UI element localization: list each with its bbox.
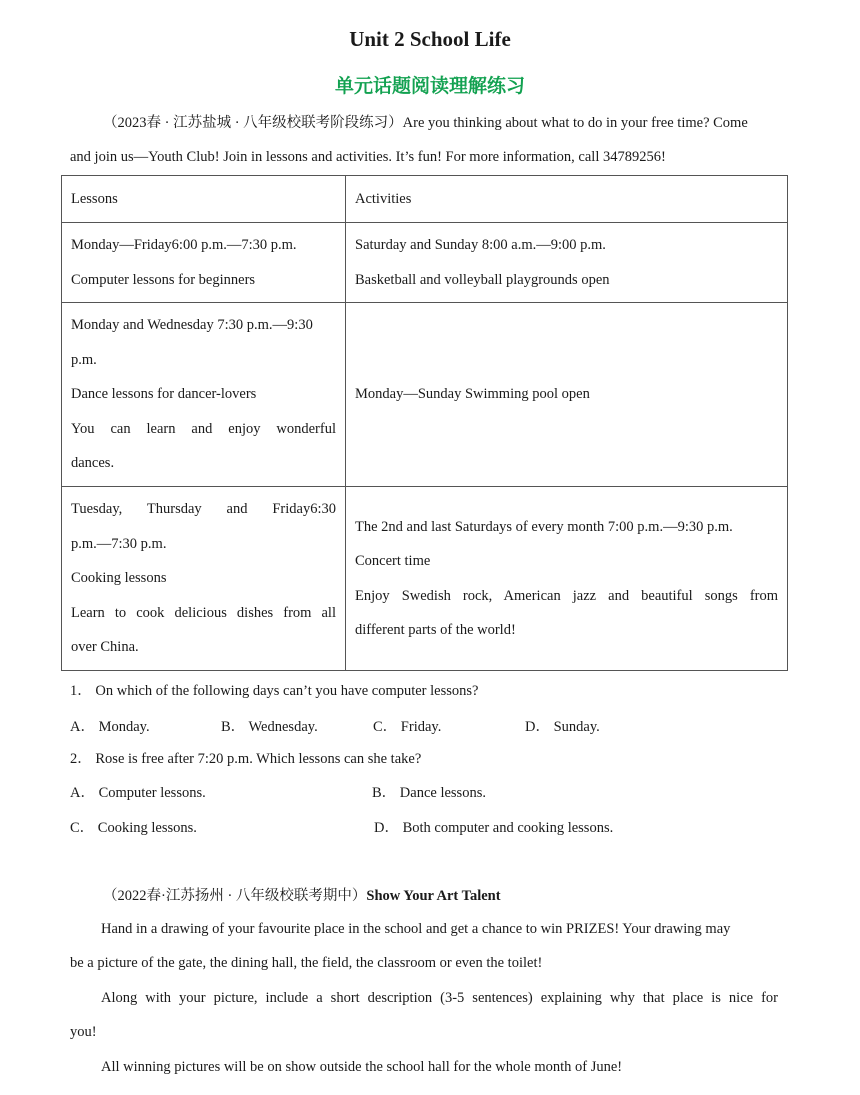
cell-line: Basketball and volleyball playgrounds open bbox=[355, 271, 610, 288]
table-row bbox=[62, 223, 788, 303]
passage2-p3-line1: All winning pictures will be on show outside the school hall for the whole month of June! bbox=[101, 1059, 623, 1075]
cell-line: Concert time bbox=[355, 553, 431, 569]
cell-line: over China. bbox=[71, 639, 139, 656]
youth-club-table bbox=[61, 175, 788, 671]
passage2-source-line bbox=[103, 886, 501, 906]
cell-line: You can learn and enjoy wonderful bbox=[71, 420, 336, 437]
cell-line: dances. bbox=[71, 455, 115, 472]
q1-option-d[interactable]: D． Sunday. bbox=[525, 719, 600, 735]
q1-option-b[interactable]: B． Wednesday. bbox=[221, 719, 318, 735]
cell-line: Learn to cook delicious dishes from all bbox=[71, 604, 336, 621]
cell-line: p.m. bbox=[71, 351, 97, 368]
cell-line: Computer lessons for beginners bbox=[71, 271, 256, 288]
cell-line: different parts of the world! bbox=[355, 622, 516, 638]
cell-line: p.m.—7:30 p.m. bbox=[71, 535, 167, 552]
passage2-p2-line2: you! bbox=[70, 1024, 97, 1040]
passage2-p2-line1: Along with your picture, include a short description (3-5 sentences) explaining why that place is nice for bbox=[101, 990, 778, 1006]
cell-line: Enjoy Swedish rock, American jazz and beautiful songs from bbox=[355, 587, 778, 604]
cell-line: Saturday and Sunday 8:00 a.m.—9:00 p.m. bbox=[355, 237, 606, 253]
page-title: Unit 2 School Life bbox=[349, 27, 511, 51]
table-header-row bbox=[62, 176, 788, 223]
table-cell-lessons bbox=[62, 487, 346, 671]
question-2: 2． Rose is free after 7:20 p.m. Which lessons can she take? bbox=[70, 751, 422, 767]
passage2-p1-line2: be a picture of the gate, the dining hall, the field, the classroom or even the toilet! bbox=[70, 955, 543, 971]
table-cell-activities bbox=[346, 487, 788, 671]
table-header-lessons: Lessons bbox=[62, 176, 346, 223]
q2-option-d[interactable]: D． Both computer and cooking lessons. bbox=[374, 820, 614, 836]
passage1-intro-line2: and join us—Youth Club! Join in lessons and activities. It’s fun! For more information, call 34789256! bbox=[70, 149, 666, 165]
table-header-activities: Activities bbox=[346, 176, 788, 223]
table-row bbox=[62, 303, 788, 487]
passage2-heading: Show Your Art Talent bbox=[366, 888, 501, 904]
page-subtitle: 单元话题阅读理解练习 bbox=[334, 75, 525, 97]
cell-line: Cooking lessons bbox=[71, 570, 167, 587]
cell-line: Tuesday, Thursday and Friday6:30 bbox=[71, 501, 336, 518]
table-cell-activities bbox=[346, 303, 788, 487]
table-cell-lessons bbox=[62, 303, 346, 487]
question-1: 1． On which of the following days can’t you have computer lessons? bbox=[70, 683, 479, 699]
cell-line: The 2nd and last Saturdays of every month 7:00 p.m.—9:30 p.m. bbox=[355, 518, 733, 535]
q2-option-b[interactable]: B． Dance lessons. bbox=[372, 785, 486, 801]
passage2-source: （2022春·江苏扬州 · 八年级校联考期中） bbox=[103, 888, 367, 904]
q1-option-a[interactable]: A． Monday. bbox=[70, 719, 150, 735]
table-cell-lessons bbox=[62, 223, 346, 303]
q2-option-c[interactable]: C． Cooking lessons. bbox=[70, 820, 197, 836]
table-row bbox=[62, 487, 788, 671]
q1-option-c[interactable]: C． Friday. bbox=[373, 719, 442, 735]
cell-line: Monday—Friday6:00 p.m.—7:30 p.m. bbox=[71, 237, 297, 253]
cell-line: Monday and Wednesday 7:30 p.m.—9:30 bbox=[71, 317, 313, 334]
q2-option-a[interactable]: A． Computer lessons. bbox=[70, 785, 206, 801]
table-cell-activities bbox=[346, 223, 788, 303]
cell-line: Monday—Sunday Swimming pool open bbox=[355, 386, 590, 403]
passage1-intro-line1: （2023春 · 江苏盐城 · 八年级校联考阶段练习）Are you thinking about what to do in your free time? Come bbox=[103, 115, 748, 131]
passage2-p1-line1: Hand in a drawing of your favourite place in the school and get a chance to win PRIZES! Your drawing may bbox=[101, 921, 731, 937]
cell-line: Dance lessons for dancer-lovers bbox=[71, 386, 257, 403]
